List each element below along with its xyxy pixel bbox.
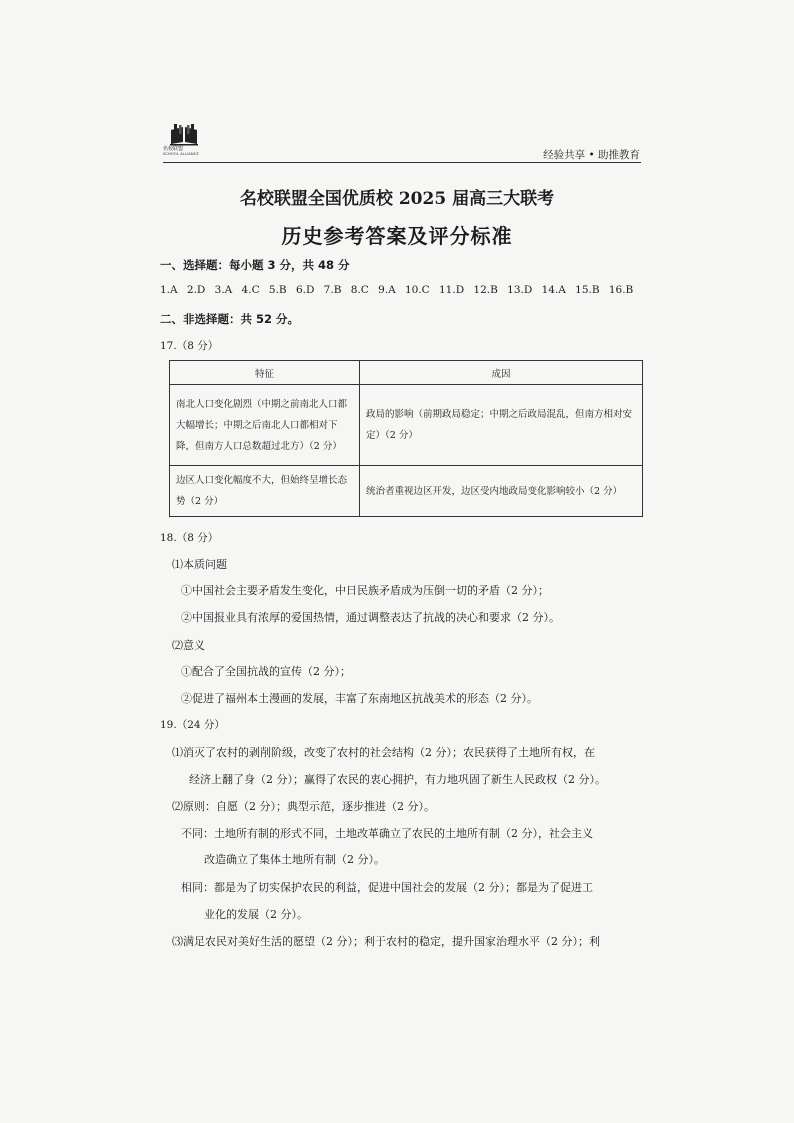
section1-heading: 一、选择题：每小题 3 分，共 48 分 — [160, 258, 350, 272]
exam-title: 名校联盟全国优质校 2025 届高三大联考 — [239, 189, 555, 209]
q19-similarity-line1: 相同：都是为了切实保护农民的利益，促进中国社会的发展（2 分）；都是为了促进工 — [181, 881, 593, 894]
q17-label: 17.（8 分） — [160, 340, 219, 352]
q19-difference-line1: 不同：土地所有制的形式不同，土地改革确立了农民的土地所有制（2 分），社会主义 — [181, 827, 593, 840]
q19-part2-principle: ⑵原则：自愿（2 分）；典型示范，逐步推进（2 分）。 — [172, 800, 435, 813]
column-header-feature: 特征 — [170, 361, 360, 385]
header-slogan: 经验共享 • 助推教育 — [543, 149, 640, 161]
answer-item: 9.A — [378, 284, 396, 296]
q18-part2-point2: ②促进了福州本土漫画的发展，丰富了东南地区抗战美术的形态（2 分）。 — [181, 692, 538, 705]
answer-item: 2.D — [186, 284, 206, 296]
cause-cell: 政局的影响（前期政局稳定；中期之后政局混乱，但南方相对安定）（2 分） — [360, 385, 643, 466]
answer-item: 5.B — [268, 284, 287, 296]
q19-part1-line1: ⑴消灭了农村的剥削阶级，改变了农村的社会结构（2 分）；农民获得了土地所有权，在 — [172, 746, 595, 759]
choice-answers — [160, 284, 633, 296]
q19-label: 19.（24 分） — [160, 719, 225, 731]
answer-item: 7.B — [323, 284, 342, 296]
header-divider — [163, 162, 641, 163]
q18-part1-point1: ①中国社会主要矛盾发生变化，中日民族矛盾成为压倒一切的矛盾（2 分）； — [181, 584, 549, 597]
q19-part1-line2: 经济上翻了身（2 分）；赢得了农民的衷心拥护，有力地巩固了新生人民政权（2 分）。 — [189, 773, 606, 786]
answer-item: 8.C — [350, 284, 369, 296]
answer-item: 15.B — [575, 284, 600, 296]
logo-text: 名校联盟 — [163, 146, 184, 152]
answer-item: 16.B — [608, 284, 634, 296]
q18-part1-heading: ⑴本质问题 — [172, 558, 227, 571]
school-alliance-logo — [163, 124, 209, 160]
q18-part2-point1: ①配合了全国抗战的宣传（2 分）； — [181, 665, 351, 678]
q17-answer-table — [169, 360, 643, 517]
table-row — [170, 466, 643, 517]
answer-item: 12.B — [473, 284, 498, 296]
table-header-row — [170, 361, 643, 385]
q18-part2-heading: ⑵意义 — [172, 639, 205, 652]
section2-heading: 二、非选择题：共 52 分。 — [160, 312, 300, 326]
q19-difference-line2: 改造确立了集体土地所有制（2 分）。 — [204, 853, 385, 866]
answer-item: 11.D — [439, 284, 465, 296]
answer-item: 10.C — [404, 284, 430, 296]
table-row — [170, 385, 643, 466]
logo-subtext: SCHOOL ALLIANCE — [163, 152, 199, 156]
q18-label: 18.（8 分） — [160, 532, 219, 544]
answer-item: 13.D — [507, 284, 533, 296]
feature-cell: 南北人口变化剧烈（中期之前南北人口都大幅增长；中期之后南北人口都相对下降，但南方人口总数超过北方）（2 分） — [170, 385, 360, 466]
q19-similarity-line2: 业化的发展（2 分）。 — [204, 908, 308, 921]
answer-item: 3.A — [214, 284, 233, 296]
answer-item: 6.D — [295, 284, 315, 296]
q18-part1-point2: ②中国报业具有浓厚的爱国热情，通过调整表达了抗战的决心和要求（2 分）。 — [181, 611, 560, 624]
book-logo-icon — [169, 124, 199, 146]
answer-item: 4.C — [241, 284, 260, 296]
answer-item: 14.A — [541, 284, 566, 296]
document-title: 历史参考答案及评分标准 — [281, 224, 513, 248]
cause-cell: 统治者重视边区开发，边区受内地政局变化影响较小（2 分） — [360, 466, 643, 517]
feature-cell: 边区人口变化幅度不大，但始终呈增长态势（2 分） — [170, 466, 360, 517]
q19-part3-line1: ⑶满足农民对美好生活的愿望（2 分）；利于农村的稳定，提升国家治理水平（2 分）；利 — [172, 935, 600, 948]
answer-item: 1.A — [160, 284, 178, 296]
column-header-cause: 成因 — [360, 361, 643, 385]
